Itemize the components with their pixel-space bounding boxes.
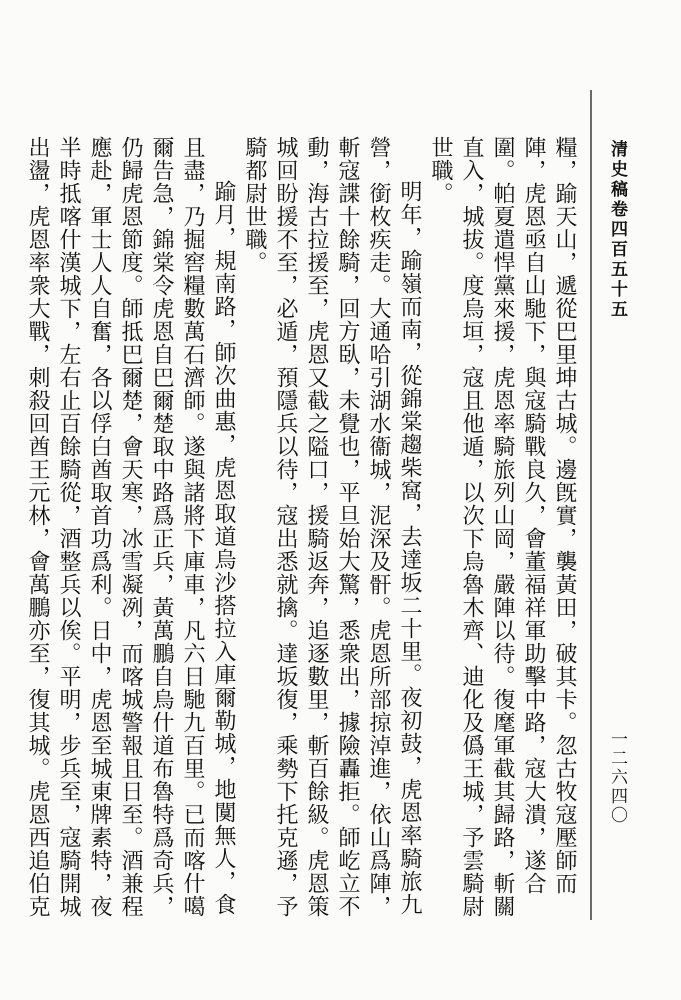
paragraph-2: 明年，踰嶺而南，從錦棠趨柴窩，去達坂二十里。夜初鼓，虎恩率騎旅九營，銜枚疾走。大通哈引湖水衞城，泥深及骭。虎恩所部掠淖進，依山爲陣，斬寇諜十餘騎，回方臥，未覺也，平旦始大驚，悉衆出，據險轟拒。師屹立不動，海古拉援至，虎恩又截之隘口，援騎返奔，追逐數里，斬百餘級。虎恩策城回盼援不至，必遁，預隱兵以待，寇出悉就擒。達坂復，乘勢下托克遜，予騎都尉世職。 (242, 136, 422, 918)
header-rule (590, 90, 592, 920)
page-number: 一二六四〇 (607, 730, 627, 825)
body-text (25, 136, 580, 936)
paragraph-3: 踰月，規南路，師次曲惠，虎恩取道烏沙搭拉入庫爾勒城，地闃無人，食且盡，乃掘窖糧數萬石濟師。遂與諸將下庫車，凡六日馳九百里。已而喀什噶爾告急，錦棠令虎恩自巴爾楚取中路爲正兵，黃萬鵬自烏什道布魯特爲奇兵，仍歸虎恩節度。師抵巴爾楚，會天寒，冰雪凝冽，而喀城警報且日至。酒兼程應赴，軍士人人自奮，各以俘白酋取首功爲利。日中，虎恩至城東牌素特，夜半時抵喀什漢城下，左右止百餘騎從，酒整兵以俟。平明，步兵至，寇騎開城出盪，虎恩率衆大戰，刺殺回酋王元林，會萬鵬亦至，復其城。虎恩西追伯克 (25, 136, 236, 918)
paragraph-1: 糧，踰天山，遞從巴里坤古城。邊旣實，襲黃田，破其卡。忽古牧寇壓師而陣，虎恩亟自山馳下，與寇騎戰良久，會董福祥軍助擊中路，寇大潰，遂合圍。帕夏遣悍黨來援，虎恩率騎旅列山岡，嚴陣以待。復麾軍截其歸路，斬關直入，城拔。度烏垣，寇且他遁，以次下烏魯木齊、迪化及僞王城，予雲騎尉世職。 (428, 136, 577, 918)
running-header-title: 清史稿卷四百五十五 (607, 140, 627, 320)
